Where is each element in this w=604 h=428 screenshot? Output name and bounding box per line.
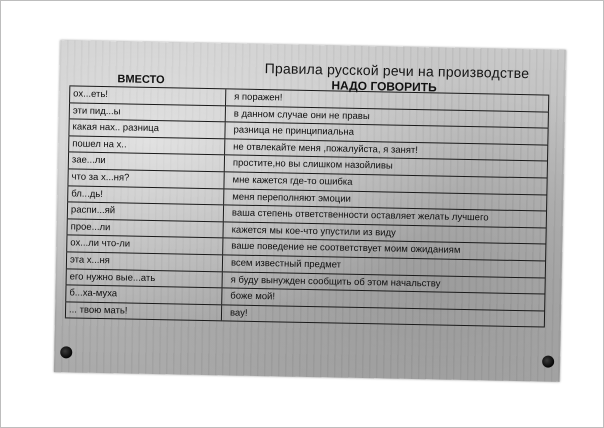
instead-cell: ... твою мать! — [65, 302, 222, 321]
photographed-paper-sheet — [54, 40, 566, 382]
say-cell: всем известный предмет — [223, 255, 546, 277]
say-cell: я поражен! — [226, 89, 549, 111]
say-cell: не отвлекайте меня ,пожалуйста, я занят! — [225, 139, 548, 161]
punch-hole-right — [542, 355, 554, 367]
instead-cell: б...ха-муха — [65, 285, 222, 304]
instead-cell: какая нах.. разница — [68, 120, 225, 139]
punch-hole-left — [60, 346, 72, 358]
instead-cell: эти пид...ы — [69, 103, 226, 122]
instead-cell: зае...ли — [68, 153, 225, 172]
say-cell: ваша степень ответственности оставляет желать лучшего — [224, 206, 547, 228]
say-cell: разница не принципиальна — [225, 123, 548, 145]
instead-cell: прое...ли — [67, 219, 224, 238]
instead-cell: бл...дь! — [67, 186, 224, 205]
instead-cell: пошел на х.. — [68, 136, 225, 155]
instead-cell: распи...яй — [67, 202, 224, 221]
say-cell: простите,но вы слишком назойливы — [225, 156, 548, 178]
column-header-say: НАДО ГОВОРИТЬ — [331, 78, 437, 95]
phrase-table — [65, 85, 549, 327]
say-cell: ваше поведение не соответствует моим ожиданиям — [223, 239, 546, 261]
say-cell: боже мой! — [222, 288, 545, 310]
instead-cell: ох...ли что-ли — [66, 236, 223, 255]
say-cell: кажется мы кое-что упустили из виду — [223, 222, 546, 244]
instead-cell: ох...еть! — [69, 86, 226, 105]
document-title: Правила русской речи на производстве — [264, 60, 530, 82]
instead-cell: его нужно вые...ать — [66, 269, 223, 288]
column-header-instead: ВМЕСТО — [117, 73, 165, 87]
instead-cell: эта х...ня — [66, 252, 223, 271]
instead-cell: что за х...ня? — [67, 169, 224, 188]
say-cell: я буду вынужден сообщить об этом начальству — [223, 272, 546, 294]
say-cell: вау! — [222, 305, 545, 327]
say-cell: в данном случае они не правы — [226, 106, 549, 128]
say-cell: меня переполняют эмоции — [224, 189, 547, 211]
say-cell: мне кажется где-то ошибка — [224, 172, 547, 194]
